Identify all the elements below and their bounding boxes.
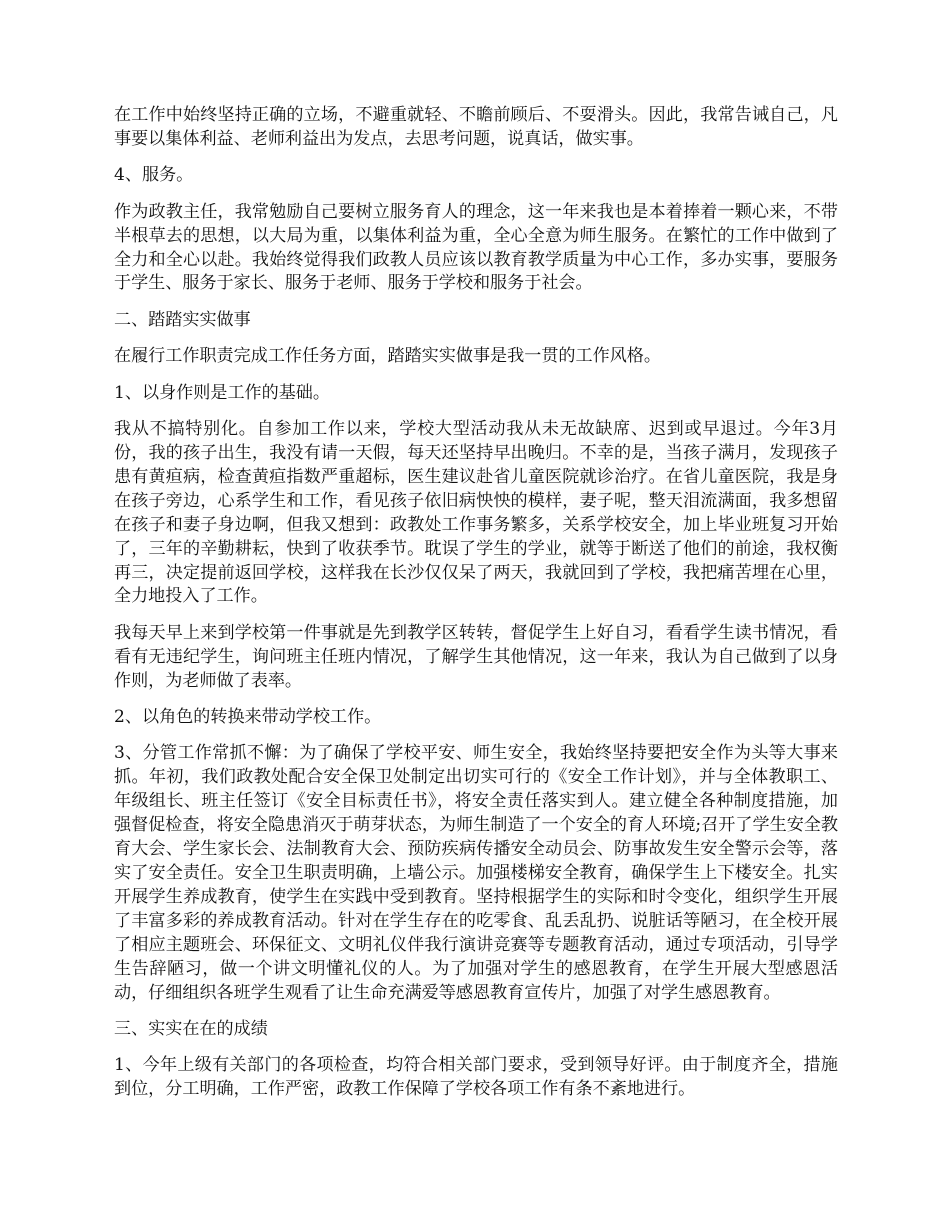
paragraph: 1、今年上级有关部门的各项检查，均符合相关部门要求，受到领导好评。由于制度齐全，措施到位，分工明确，工作严密，政教工作保障了学校各项工作有条不紊地进行。: [114, 1055, 838, 1100]
paragraph: 3、分管工作常抓不懈：为了确保了学校平安、师生安全，我始终坚持要把安全作为头等大事来抓。年初，我们政教处配合安全保卫处制定出切实可行的《安全工作计划》，并与全体教职工、年级组长、班主任签订《安全目标责任书》，将安全责任落实到人。建立健全各种制度措施，加强督促检查，将安全隐患消灭于萌芽状态，为师生制造了一个安全的育人环境;召开了学生安全教育大会、学生家长会、法制教育大会、预防疾病传播安全动员会、防事故发生安全警示会等，落实了安全责任。安全卫生职责明确，上墙公示。加强楼梯安全教育，确保学生上下楼安全。扎实开展学生养成教育，使学生在实践中受到教育。坚持根据学生的实际和时令变化，组织学生开展了丰富多彩的养成教育活动。针对在学生存在的吃零食、乱丢乱扔、说脏话等陋习，在全校开展了相应主题班会、环保征文、文明礼仪伴我行演讲竞赛等专题教育活动，通过专项活动，引导学生告辞陋习，做一个讲文明懂礼仪的人。为了加强对学生的感恩教育，在学生开展大型感恩活动，仔细组织各班学生观看了让生命充满爱等感恩教育宣传片，加强了对学生感恩教育。: [114, 743, 838, 1003]
paragraph: 我从不搞特别化。自参加工作以来，学校大型活动我从未无故缺席、迟到或早退过。今年3月份，我的孩子出生，我没有请一天假，每天还坚持早出晚归。不幸的是，当孩子满月，发现孩子患有黄疸病，检查黄疸指数严重超标，医生建议赴省儿童医院就诊治疗。在省儿童医院，我是身在孩子旁边，心系学生和工作，看见孩子依旧病怏怏的模样，妻子呢，整天泪流满面，我多想留在孩子和妻子身边啊，但我又想到：政教处工作事务繁多，关系学校安全，加上毕业班复习开始了，三年的辛勤耕耘，快到了收获季节。耽误了学生的学业，就等于断送了他们的前途，我权衡再三，决定提前返回学校，这样我在长沙仅仅呆了两天，我就回到了学校，我把痛苦埋在心里，全力地投入了工作。: [114, 419, 838, 607]
section-heading: 4、服务。: [114, 165, 194, 186]
section-heading: 1、以身作则是工作的基础。: [114, 382, 330, 403]
paragraph: 在履行工作职责完成工作任务方面，踏踏实实做事是我一贯的工作风格。: [114, 346, 661, 367]
section-heading: 三、实实在在的成绩: [114, 1018, 268, 1039]
section-heading: 2、以角色的转换来带动学校工作。: [114, 707, 382, 728]
section-heading: 二、踏踏实实做事: [114, 309, 251, 330]
paragraph: 在工作中始终坚持正确的立场，不避重就轻、不瞻前顾后、不耍滑头。因此，我常告诫自己，凡事要以集体利益、老师利益出为发点，去思考问题，说真话，做实事。: [114, 105, 838, 149]
document-page: [114, 104, 838, 1115]
paragraph: 我每天早上来到学校第一件事就是先到教学区转转，督促学生上好自习，看看学生读书情况，看看有无违纪学生，询问班主任班内情况，了解学生其他情况，这一年来，我认为自己做到了以身作则，为老师做了表率。: [114, 622, 838, 691]
paragraph: 作为政教主任，我常勉励自己要树立服务育人的理念，这一年来我也是本着捧着一颗心来，不带半根草去的思想，以大局为重，以集体利益为重，全心全意为师生服务。在繁忙的工作中做到了全力和全心以赴。我始终觉得我们政教人员应该以教育教学质量为中心工作，多办实事，要服务于学生、服务于家长、服务于老师、服务于学校和服务于社会。: [114, 201, 838, 294]
